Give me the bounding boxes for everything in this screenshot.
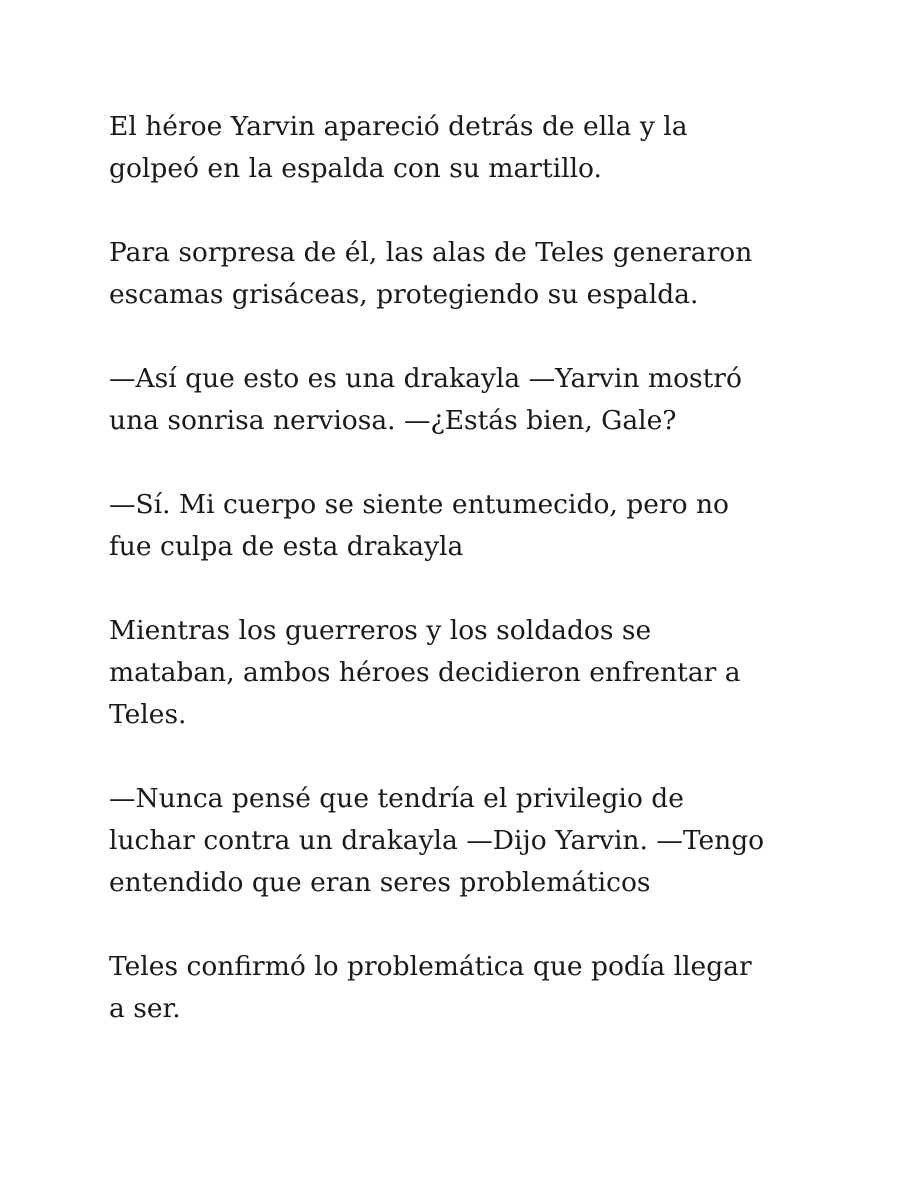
paragraph-7 — [109, 946, 809, 1030]
paragraph-3 — [109, 358, 809, 442]
paragraph-4 — [109, 484, 809, 568]
paragraph-line: —Así que esto es una drakayla —Yarvin mostró — [109, 363, 742, 394]
paragraph-line: entendido que eran seres problemáticos — [109, 867, 651, 898]
paragraph-1 — [109, 106, 809, 190]
paragraph-line: —Nunca pensé que tendría el privilegio de — [109, 783, 684, 814]
paragraph-line: golpeó en la espalda con su martillo. — [109, 153, 602, 184]
paragraph-line: mataban, ambos héroes decidieron enfrentar a — [109, 657, 741, 688]
paragraph-line: Teles confirmó lo problemática que podía llegar — [109, 951, 752, 982]
paragraph-line: escamas grisáceas, protegiendo su espalda. — [109, 279, 699, 310]
paragraph-line: El héroe Yarvin apareció detrás de ella y la — [109, 111, 688, 142]
paragraph-6 — [109, 778, 809, 904]
paragraph-line: Mientras los guerreros y los soldados se — [109, 615, 652, 646]
paragraph-line: Teles. — [109, 699, 187, 730]
paragraph-2 — [109, 232, 809, 316]
paragraph-line: Para sorpresa de él, las alas de Teles generaron — [109, 237, 753, 268]
paragraph-line: luchar contra un drakayla —Dijo Yarvin. —Tengo — [109, 825, 765, 856]
paragraph-line: una sonrisa nerviosa. —¿Estás bien, Gale? — [109, 405, 677, 436]
document-body — [109, 106, 809, 1072]
paragraph-line: —Sí. Mi cuerpo se siente entumecido, pero no — [109, 489, 729, 520]
paragraph-line: a ser. — [109, 993, 181, 1024]
paragraph-line: fue culpa de esta drakayla — [109, 531, 464, 562]
paragraph-5 — [109, 610, 809, 736]
